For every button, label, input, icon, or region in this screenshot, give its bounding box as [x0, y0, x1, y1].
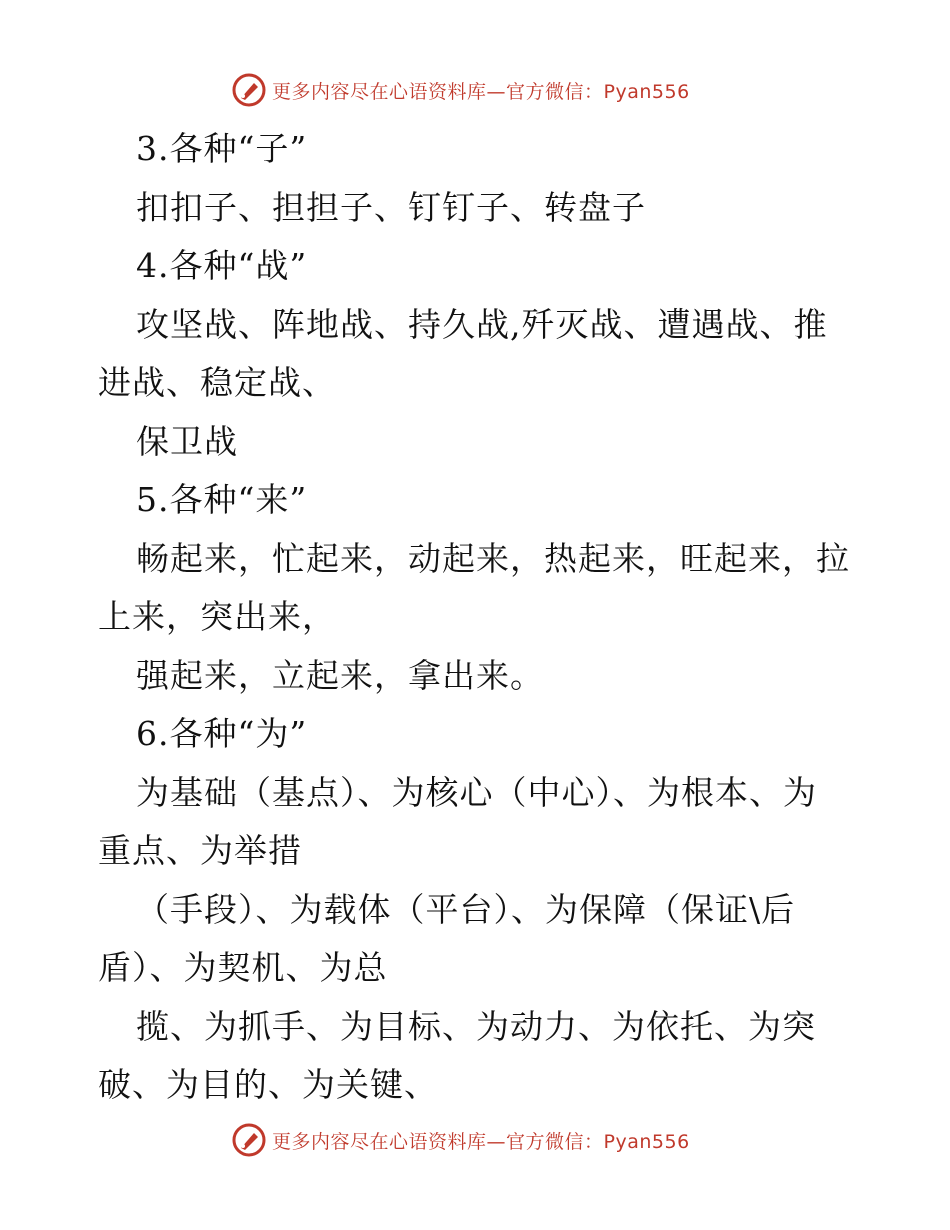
text-line: 扣扣子、担担子、钉钉子、转盘子 — [136, 187, 646, 227]
header-watermark-banner — [232, 72, 690, 108]
section-heading: 6.各种“为” — [136, 714, 308, 753]
text-line: 为基础（基点）、为核心（中心）、为根本、为 — [136, 772, 817, 812]
section-heading: 3.各种“子” — [136, 129, 308, 168]
footer-watermark-banner — [232, 1122, 690, 1158]
pen-nib-logo-icon — [232, 1123, 266, 1157]
section-heading: 5.各种“来” — [136, 480, 308, 519]
text-line: 上来，突出来， — [98, 597, 336, 636]
watermark-text: 更多内容尽在心语资料库—官方微信：Pyan556 — [272, 1130, 690, 1153]
document-body — [98, 120, 858, 1115]
text-line: 畅起来，忙起来，动起来，热起来，旺起来，拉 — [136, 538, 850, 578]
text-line: 保卫战 — [136, 421, 238, 461]
watermark-text: 更多内容尽在心语资料库—官方微信：Pyan556 — [272, 80, 690, 103]
text-line: 揽、为抓手、为目标、为动力、为依托、为突 — [136, 1006, 816, 1046]
text-line: 重点、为举措 — [98, 831, 302, 870]
text-line: 破、为目的、为关键、 — [98, 1065, 438, 1104]
pen-nib-logo-icon — [232, 73, 266, 107]
text-line: （手段）、为载体（平台）、为保障（保证\后 — [136, 889, 796, 929]
text-line: 进战、稳定战、 — [98, 363, 336, 402]
text-line: 强起来，立起来，拿出来。 — [136, 655, 544, 695]
text-line: 盾）、为契机、为总 — [98, 948, 388, 987]
text-line: 攻坚战、阵地战、持久战,歼灭战、遭遇战、推 — [136, 304, 828, 344]
section-heading: 4.各种“战” — [136, 246, 308, 285]
